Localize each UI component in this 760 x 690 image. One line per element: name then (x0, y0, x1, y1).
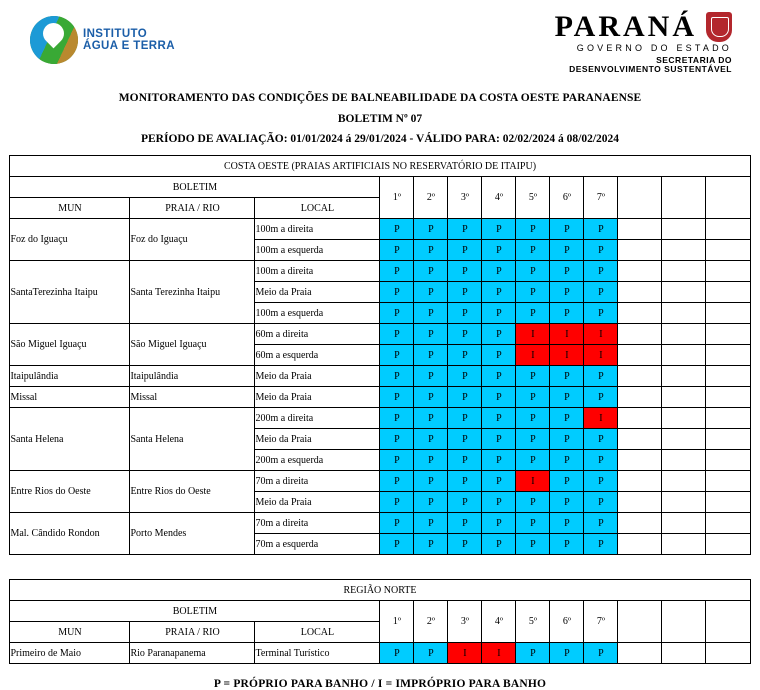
point-header-3: 3º (448, 601, 482, 643)
table-banner: REGIÃO NORTE (10, 580, 750, 601)
cell-result-point-1: P (380, 366, 414, 387)
cell-result-point-3: P (448, 429, 482, 450)
cell-result-point-5: P (516, 219, 550, 240)
empty-header-cell (618, 177, 662, 219)
cell-result-point-4: P (482, 513, 516, 534)
cell-empty (662, 450, 706, 471)
costa-oeste-table (9, 155, 750, 555)
empty-header-cell (662, 601, 706, 643)
cell-result-point-4: P (482, 408, 516, 429)
cell-empty (706, 471, 750, 492)
cell-result-point-5: P (516, 387, 550, 408)
cell-local: 60m a direita (255, 324, 380, 345)
cell-empty (662, 303, 706, 324)
parana-logo-sub3: DESENVOLVIMENTO SUSTENTÁVEL (569, 64, 732, 75)
cell-local: 100m a direita (255, 261, 380, 282)
cell-empty (618, 261, 662, 282)
cell-local: 70m a direita (255, 513, 380, 534)
cell-result-point-5: P (516, 261, 550, 282)
cell-empty (706, 345, 750, 366)
cell-empty (618, 492, 662, 513)
cell-result-point-6: P (550, 471, 584, 492)
cell-empty (618, 366, 662, 387)
cell-beach-river: Itaipulândia (130, 366, 255, 387)
empty-header-cell (618, 601, 662, 643)
cell-empty (662, 387, 706, 408)
cell-result-point-6: P (550, 261, 584, 282)
cell-local: 100m a esquerda (255, 303, 380, 324)
cell-empty (706, 261, 750, 282)
cell-result-point-2: P (414, 534, 448, 555)
table-row (10, 387, 750, 408)
cell-result-point-1: P (380, 643, 414, 664)
cell-result-point-6: I (550, 324, 584, 345)
cell-municipality: São Miguel Iguaçu (10, 324, 130, 366)
cell-result-point-7: P (584, 219, 618, 240)
table-row (10, 513, 750, 534)
cell-result-point-6: P (550, 408, 584, 429)
cell-local: 100m a direita (255, 219, 380, 240)
point-header-5: 5º (516, 601, 550, 643)
cell-result-point-5: I (516, 345, 550, 366)
cell-municipality: Primeiro de Maio (10, 643, 130, 664)
legend-text: P = PRÓPRIO PARA BANHO / I = IMPRÓPRIO PARA BANHO (213, 678, 547, 690)
cell-result-point-1: P (380, 282, 414, 303)
point-header-3: 3º (448, 177, 482, 219)
cell-result-point-1: P (380, 303, 414, 324)
table-subheader-row (10, 177, 750, 198)
table-sub-banner: BOLETIM (10, 177, 380, 198)
cell-result-point-7: P (584, 643, 618, 664)
table-row (10, 219, 750, 240)
cell-empty (706, 408, 750, 429)
table-banner-row (10, 156, 750, 177)
cell-local: 60m a esquerda (255, 345, 380, 366)
cell-result-point-6: P (550, 366, 584, 387)
cell-result-point-2: P (414, 366, 448, 387)
cell-empty (662, 513, 706, 534)
cell-result-point-3: P (448, 471, 482, 492)
iat-logo-text (83, 28, 175, 52)
cell-result-point-5: P (516, 492, 550, 513)
cell-result-point-3: P (448, 387, 482, 408)
cell-empty (662, 345, 706, 366)
cell-result-point-3: P (448, 324, 482, 345)
point-header-2: 2º (414, 177, 448, 219)
cell-empty (662, 240, 706, 261)
table-row (10, 366, 750, 387)
cell-empty (706, 492, 750, 513)
table-row (10, 408, 750, 429)
point-header-2: 2º (414, 601, 448, 643)
cell-result-point-5: P (516, 366, 550, 387)
cell-empty (662, 282, 706, 303)
cell-result-point-3: P (448, 219, 482, 240)
cell-empty (618, 534, 662, 555)
point-header-1: 1º (380, 177, 414, 219)
cell-result-point-4: P (482, 240, 516, 261)
column-header-praia: PRAIA / RIO (130, 198, 255, 219)
empty-header-cell (706, 177, 750, 219)
cell-empty (618, 643, 662, 664)
cell-result-point-7: P (584, 471, 618, 492)
cell-empty (618, 471, 662, 492)
cell-result-point-2: P (414, 513, 448, 534)
cell-result-point-3: P (448, 513, 482, 534)
cell-municipality: Santa Helena (10, 408, 130, 471)
cell-result-point-5: P (516, 534, 550, 555)
iat-logo-line2: ÁGUA E TERRA (83, 40, 175, 52)
cell-result-point-4: P (482, 261, 516, 282)
cell-result-point-1: P (380, 429, 414, 450)
cell-result-point-7: P (584, 492, 618, 513)
cell-result-point-4: I (482, 643, 516, 664)
evaluation-period: PERÍODO DE AVALIAÇÃO: 01/01/2024 á 29/01/2024 - VÁLIDO PARA: 02/02/2024 á 08/02/2024 (140, 133, 620, 145)
cell-empty (706, 387, 750, 408)
cell-result-point-1: P (380, 240, 414, 261)
point-header-7: 7º (584, 177, 618, 219)
water-drop-logo-icon (30, 16, 78, 64)
cell-result-point-6: P (550, 240, 584, 261)
cell-local: Meio da Praia (255, 492, 380, 513)
cell-result-point-4: P (482, 492, 516, 513)
cell-empty (618, 513, 662, 534)
cell-result-point-2: P (414, 643, 448, 664)
parana-logo-sub1: GOVERNO DO ESTADO (576, 43, 732, 53)
cell-result-point-3: P (448, 345, 482, 366)
cell-result-point-4: P (482, 324, 516, 345)
cell-beach-river: Santa Helena (130, 408, 255, 471)
cell-result-point-4: P (482, 387, 516, 408)
cell-result-point-7: P (584, 282, 618, 303)
cell-result-point-2: P (414, 408, 448, 429)
cell-empty (618, 219, 662, 240)
cell-empty (706, 429, 750, 450)
cell-local: 70m a direita (255, 471, 380, 492)
cell-empty (662, 366, 706, 387)
cell-result-point-1: P (380, 219, 414, 240)
cell-result-point-6: P (550, 429, 584, 450)
cell-empty (706, 240, 750, 261)
cell-result-point-1: P (380, 534, 414, 555)
column-header-mun: MUN (10, 198, 130, 219)
cell-result-point-7: P (584, 450, 618, 471)
cell-municipality: Missal (10, 387, 130, 408)
cell-local: Meio da Praia (255, 387, 380, 408)
cell-result-point-4: P (482, 450, 516, 471)
cell-result-point-7: I (584, 408, 618, 429)
cell-municipality: Itaipulândia (10, 366, 130, 387)
cell-result-point-1: P (380, 324, 414, 345)
cell-result-point-7: P (584, 387, 618, 408)
cell-local: Terminal Turístico (255, 643, 380, 664)
cell-local: Meio da Praia (255, 282, 380, 303)
point-header-4: 4º (482, 601, 516, 643)
cell-result-point-5: P (516, 303, 550, 324)
cell-result-point-1: P (380, 513, 414, 534)
column-header-local: LOCAL (255, 622, 380, 643)
cell-result-point-7: P (584, 366, 618, 387)
page-header (0, 0, 760, 78)
page-title: MONITORAMENTO DAS CONDIÇÕES DE BALNEABILIDADE DA COSTA OESTE PARANAENSE (118, 92, 642, 104)
cell-empty (618, 429, 662, 450)
cell-result-point-6: P (550, 513, 584, 534)
parana-logo (555, 10, 732, 75)
cell-result-point-5: P (516, 408, 550, 429)
table-row (10, 324, 750, 345)
cell-result-point-5: I (516, 471, 550, 492)
cell-result-point-5: I (516, 324, 550, 345)
cell-result-point-7: P (584, 303, 618, 324)
cell-result-point-7: P (584, 429, 618, 450)
cell-result-point-3: P (448, 534, 482, 555)
cell-result-point-1: P (380, 387, 414, 408)
parana-logo-title: PARANÁ (554, 10, 697, 43)
costa-oeste-table-body (10, 156, 750, 555)
cell-empty (662, 408, 706, 429)
cell-result-point-7: I (584, 324, 618, 345)
cell-result-point-6: P (550, 534, 584, 555)
cell-beach-river: Santa Terezinha Itaipu (130, 261, 255, 324)
table-row (10, 261, 750, 282)
cell-result-point-3: P (448, 366, 482, 387)
table-banner-row (10, 580, 750, 601)
cell-result-point-4: P (482, 345, 516, 366)
cell-empty (662, 429, 706, 450)
cell-empty (618, 240, 662, 261)
cell-result-point-4: P (482, 534, 516, 555)
cell-beach-river: Rio Paranapanema (130, 643, 255, 664)
cell-municipality: Foz do Iguaçu (10, 219, 130, 261)
cell-empty (706, 324, 750, 345)
cell-empty (662, 643, 706, 664)
bulletin-number: BOLETIM Nº 07 (337, 113, 423, 125)
empty-header-cell (662, 177, 706, 219)
cell-result-point-6: P (550, 219, 584, 240)
cell-result-point-4: P (482, 282, 516, 303)
iat-logo (30, 14, 180, 66)
cell-result-point-3: P (448, 492, 482, 513)
cell-result-point-4: P (482, 429, 516, 450)
column-header-local: LOCAL (255, 198, 380, 219)
cell-result-point-2: P (414, 429, 448, 450)
cell-result-point-7: I (584, 345, 618, 366)
cell-empty (662, 261, 706, 282)
column-header-mun: MUN (10, 622, 130, 643)
cell-municipality: Entre Rios do Oeste (10, 471, 130, 513)
cell-result-point-7: P (584, 513, 618, 534)
cell-local: 200m a direita (255, 408, 380, 429)
parana-state-crest-icon (706, 12, 732, 42)
cell-result-point-6: P (550, 450, 584, 471)
parana-logo-title-row (555, 10, 732, 43)
cell-result-point-6: P (550, 643, 584, 664)
table-subheader-row (10, 601, 750, 622)
cell-result-point-3: P (448, 282, 482, 303)
cell-beach-river: Entre Rios do Oeste (130, 471, 255, 513)
cell-beach-river: São Miguel Iguaçu (130, 324, 255, 366)
cell-result-point-1: P (380, 450, 414, 471)
point-header-1: 1º (380, 601, 414, 643)
table-row (10, 643, 750, 664)
cell-result-point-3: P (448, 261, 482, 282)
cell-result-point-6: P (550, 387, 584, 408)
cell-empty (618, 303, 662, 324)
parana-logo-sub2: SECRETARIA DO (656, 54, 732, 65)
table-banner: COSTA OESTE (PRAIAS ARTIFICIAIS NO RESERVATÓRIO DE ITAIPU) (10, 156, 750, 177)
cell-municipality: SantaTerezinha Itaipu (10, 261, 130, 324)
cell-result-point-2: P (414, 261, 448, 282)
cell-result-point-6: P (550, 492, 584, 513)
table-row (10, 471, 750, 492)
cell-result-point-6: I (550, 345, 584, 366)
cell-result-point-5: P (516, 429, 550, 450)
cell-result-point-6: P (550, 282, 584, 303)
cell-empty (618, 324, 662, 345)
cell-local: Meio da Praia (255, 429, 380, 450)
cell-local: 100m a esquerda (255, 240, 380, 261)
cell-empty (618, 345, 662, 366)
cell-empty (662, 471, 706, 492)
cell-result-point-5: P (516, 282, 550, 303)
regiao-norte-table-body (10, 580, 750, 664)
cell-beach-river: Foz do Iguaçu (130, 219, 255, 261)
cell-empty (618, 450, 662, 471)
cell-empty (706, 643, 750, 664)
cell-result-point-4: P (482, 219, 516, 240)
cell-result-point-1: P (380, 492, 414, 513)
cell-result-point-4: P (482, 366, 516, 387)
cell-empty (706, 450, 750, 471)
cell-empty (662, 324, 706, 345)
cell-result-point-7: P (584, 240, 618, 261)
point-header-6: 6º (550, 177, 584, 219)
cell-result-point-3: P (448, 240, 482, 261)
cell-municipality: Mal. Cândido Rondon (10, 513, 130, 555)
cell-empty (706, 282, 750, 303)
cell-empty (706, 534, 750, 555)
empty-header-cell (706, 601, 750, 643)
cell-result-point-2: P (414, 240, 448, 261)
cell-result-point-7: P (584, 534, 618, 555)
cell-result-point-2: P (414, 282, 448, 303)
regiao-norte-table (9, 579, 750, 664)
cell-result-point-3: P (448, 303, 482, 324)
table-sub-banner: BOLETIM (10, 601, 380, 622)
cell-result-point-5: P (516, 240, 550, 261)
cell-result-point-2: P (414, 303, 448, 324)
cell-empty (706, 303, 750, 324)
cell-result-point-2: P (414, 345, 448, 366)
cell-empty (706, 366, 750, 387)
cell-result-point-4: P (482, 471, 516, 492)
cell-result-point-2: P (414, 324, 448, 345)
cell-empty (618, 387, 662, 408)
cell-result-point-2: P (414, 219, 448, 240)
cell-result-point-1: P (380, 261, 414, 282)
cell-result-point-3: P (448, 450, 482, 471)
point-header-7: 7º (584, 601, 618, 643)
cell-empty (706, 513, 750, 534)
cell-empty (618, 282, 662, 303)
cell-result-point-1: P (380, 471, 414, 492)
cell-empty (662, 492, 706, 513)
cell-empty (618, 408, 662, 429)
cell-result-point-2: P (414, 387, 448, 408)
point-header-6: 6º (550, 601, 584, 643)
cell-result-point-5: P (516, 450, 550, 471)
cell-empty (706, 219, 750, 240)
point-header-4: 4º (482, 177, 516, 219)
point-header-5: 5º (516, 177, 550, 219)
cell-local: 200m a esquerda (255, 450, 380, 471)
cell-empty (662, 534, 706, 555)
cell-result-point-6: P (550, 303, 584, 324)
cell-result-point-4: P (482, 303, 516, 324)
cell-result-point-1: P (380, 345, 414, 366)
cell-beach-river: Porto Mendes (130, 513, 255, 555)
cell-beach-river: Missal (130, 387, 255, 408)
cell-result-point-7: P (584, 261, 618, 282)
cell-result-point-5: P (516, 513, 550, 534)
cell-result-point-2: P (414, 450, 448, 471)
column-header-praia: PRAIA / RIO (130, 622, 255, 643)
cell-result-point-5: P (516, 643, 550, 664)
cell-result-point-3: P (448, 408, 482, 429)
cell-result-point-2: P (414, 492, 448, 513)
cell-local: Meio da Praia (255, 366, 380, 387)
iat-logo-line1: INSTITUTO (83, 27, 148, 40)
cell-empty (662, 219, 706, 240)
cell-result-point-1: P (380, 408, 414, 429)
cell-result-point-2: P (414, 471, 448, 492)
cell-result-point-3: I (448, 643, 482, 664)
cell-local: 70m a esquerda (255, 534, 380, 555)
